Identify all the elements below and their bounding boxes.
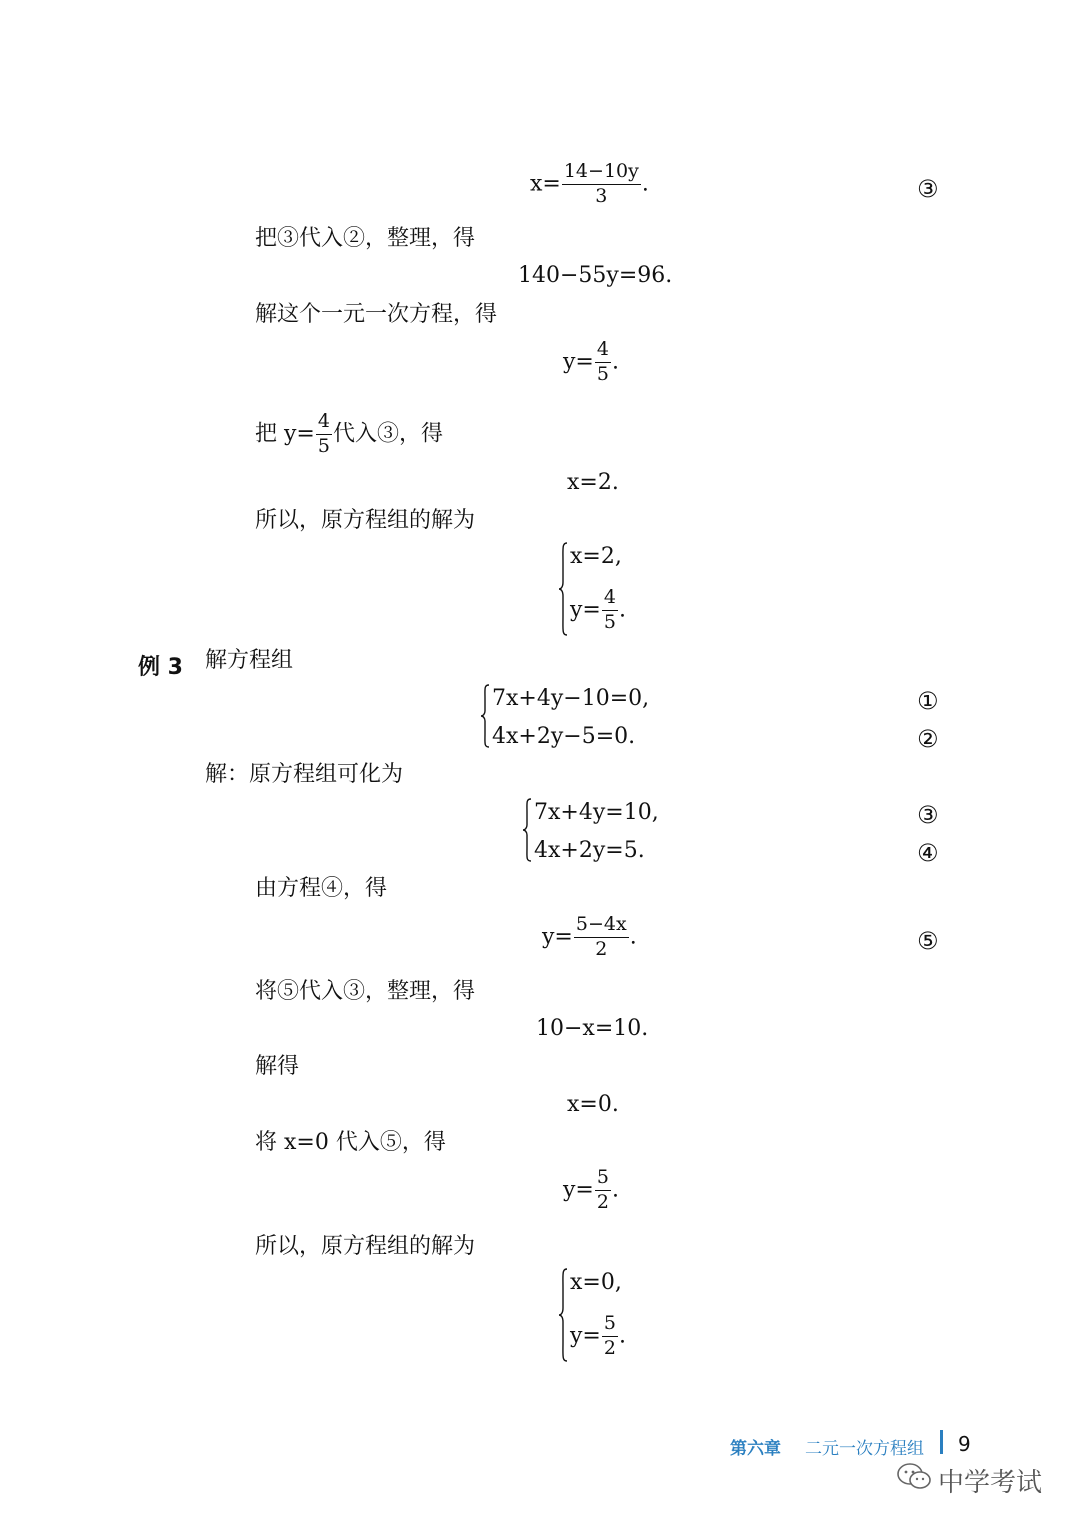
footer-title: 二元一次方程组 <box>805 1439 924 1459</box>
x-solution: x=2. <box>567 470 619 495</box>
equation-tag-3: ③ <box>917 175 939 203</box>
solution-line-x: x=2, <box>570 544 622 569</box>
equation-tag-2: ② <box>917 725 939 753</box>
left-brace-icon <box>480 684 490 748</box>
solve-text-2: 解得 <box>255 1054 300 1079</box>
system-line-3: 7x+4y=10, <box>534 800 659 825</box>
fraction: $\frac{5}{2}$ <box>596 1166 609 1213</box>
conclusion-text-2: 所以，原方程组的解为 <box>255 1234 476 1259</box>
solution-system-1 <box>558 542 678 636</box>
wechat-icon <box>896 1462 932 1492</box>
example-label: 例 3 <box>138 655 183 680</box>
footer-divider <box>940 1430 943 1454</box>
solution-intro: 解：原方程组可化为 <box>205 762 404 787</box>
fraction: $\frac{14-10y}{3}$ <box>563 160 639 207</box>
equation-140: 140−55y=96. <box>518 263 673 288</box>
left-brace-icon <box>522 798 532 862</box>
example-title: 解方程组 <box>205 648 294 673</box>
fraction: $\frac{4}{5}$ <box>596 338 609 385</box>
substitute-y-text: 把 y= $\frac{4}{5}$ 代入③，得 <box>255 410 443 457</box>
y-solution: y= $\frac{4}{5}$ . <box>563 338 619 385</box>
solution-line-y-2: y= $\frac{5}{2}$ . <box>570 1312 626 1359</box>
fraction: $\frac{4}{5}$ <box>317 410 330 457</box>
from-equation-4: 由方程④，得 <box>255 876 388 901</box>
conclusion-text: 所以，原方程组的解为 <box>255 508 476 533</box>
fraction: $\frac{5}{2}$ <box>603 1312 616 1359</box>
page-number: 9 <box>958 1432 971 1456</box>
left-brace-icon <box>558 542 568 636</box>
solution-line-x-2: x=0, <box>570 1270 622 1295</box>
solution-system-2 <box>558 1268 678 1362</box>
equation-tag-5: ⑤ <box>917 927 939 955</box>
substitute-x-text: 将 x=0 代入⑤，得 <box>255 1130 446 1155</box>
solve-text: 解这个一元一次方程，得 <box>255 302 498 327</box>
fraction: $\frac{4}{5}$ <box>603 586 616 633</box>
substitution-text-2: 将⑤代入③，整理，得 <box>255 979 476 1004</box>
equation-tag-3b: ③ <box>917 801 939 829</box>
equation-system-2 <box>522 798 692 862</box>
system-line-2: 4x+2y−5=0. <box>492 724 636 749</box>
equation-3: x= $\frac{14-10y}{3}$ . <box>530 160 649 207</box>
system-line-4: 4x+2y=5. <box>534 838 645 863</box>
watermark-text: 中学考试 <box>938 1468 1043 1498</box>
equation-tag-4: ④ <box>917 839 939 867</box>
equation-5: y= $\frac{5-4x}{2}$ . <box>542 913 637 960</box>
equation-10: 10−x=10. <box>536 1016 649 1041</box>
system-line-1: 7x+4y−10=0, <box>492 686 650 711</box>
solution-line-y: y= $\frac{4}{5}$ . <box>570 586 626 633</box>
equation-system-1 <box>480 684 680 748</box>
footer-chapter: 第六章 <box>730 1439 781 1459</box>
x-zero: x=0. <box>567 1092 619 1117</box>
substitution-text: 把③代入②，整理，得 <box>255 226 476 251</box>
equation-tag-1: ① <box>917 687 939 715</box>
left-brace-icon <box>558 1268 568 1362</box>
y-five-halves: y= $\frac{5}{2}$ . <box>563 1166 619 1213</box>
fraction: $\frac{5-4x}{2}$ <box>575 913 627 960</box>
